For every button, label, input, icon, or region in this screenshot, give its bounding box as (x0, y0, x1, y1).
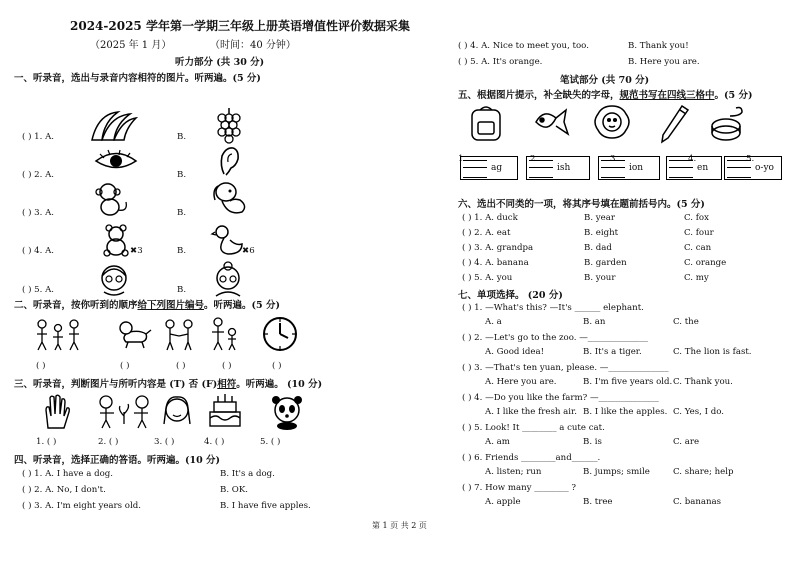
section3-heading-post: 。听两遍。 (10 分) (236, 379, 323, 390)
s7-option-b: B. tree (583, 497, 613, 507)
s7-option-a: A. a (485, 317, 502, 327)
s4-option-b: B. Here you are. (628, 57, 700, 67)
s7-question-5: ( ) 5. Look! It ________ a cute cat. (462, 423, 605, 433)
s7-option-c: C. the (673, 317, 699, 327)
s6-option-a: ( ) 5. A. you (462, 273, 513, 283)
section1-heading: 一、听录音，选出与录音内容相符的图片。听两遍。(5 分) (14, 73, 261, 84)
yoyo-icon (706, 106, 746, 142)
s1-row-b: B. (177, 170, 187, 180)
section2-heading (14, 297, 280, 311)
page-footer: 第 1 页 共 2 页 (372, 521, 427, 530)
s2-blank[interactable]: ( ) (36, 361, 46, 371)
s1-count-a: ✖3 (130, 246, 143, 256)
s6-option-c: C. fox (684, 213, 709, 223)
s6-option-a: ( ) 4. A. banana (462, 258, 529, 268)
s7-option-b: B. is (583, 437, 602, 447)
word-suffix: o-yo (755, 163, 774, 173)
s7-option-b: B. jumps; smile (583, 467, 650, 477)
s2-blank[interactable]: ( ) (272, 361, 282, 371)
s7-option-a: A. listen; run (485, 467, 542, 477)
dog-icon (210, 180, 250, 218)
s7-question-2: ( ) 2. —Let's go to the zoo. —______________ (462, 333, 648, 343)
writing-box-4[interactable] (666, 156, 722, 180)
s6-option-c: C. can (684, 243, 712, 253)
s7-option-a: A. Here you are. (485, 377, 557, 387)
four-line-grid (669, 160, 693, 178)
s7-option-b: B. an (583, 317, 606, 327)
s5-number: 1. (458, 154, 467, 164)
teddy-bear-icon (100, 224, 132, 256)
hand-icon (42, 394, 72, 430)
s7-option-a: A. I like the fresh air. (485, 407, 577, 417)
section2-heading-post: 。听两遍。(5 分) (204, 300, 280, 311)
section3-heading (14, 376, 322, 390)
s6-option-b: B. your (584, 273, 616, 283)
s2-blank[interactable]: ( ) (176, 361, 186, 371)
family-icon (34, 318, 84, 352)
s7-option-a: A. am (485, 437, 510, 447)
s6-option-c: C. my (684, 273, 709, 283)
girl-glasses-icon (96, 262, 132, 298)
s7-option-b: B. I'm five years old. (583, 377, 673, 387)
dog-run-icon (118, 320, 152, 350)
duck-icon (212, 224, 244, 256)
s2-blank[interactable]: ( ) (222, 361, 232, 371)
s4-option-a: ( ) 5. A. It's orange. (458, 57, 543, 67)
birthday-cake-icon (208, 394, 242, 430)
s3-blank[interactable]: 2. ( ) (98, 437, 119, 447)
bananas-icon (88, 110, 138, 144)
s7-option-c: C. are (673, 437, 700, 447)
exam-title: 2024-2025 学年第一学期三年级上册英语增值性评价数据采集 (70, 19, 410, 33)
s6-option-b: B. dad (584, 243, 612, 253)
s5-number: 4. (688, 154, 697, 164)
s4-option-b: B. I have five apples. (220, 501, 311, 511)
monkey-icon (94, 182, 130, 218)
s7-question-4: ( ) 4. —Do you like the farm? —______________ (462, 393, 659, 403)
s7-option-c: C. Thank you. (673, 377, 733, 387)
section4-heading: 四、听录音，选择正确的答语。听两遍。(10 分) (14, 455, 221, 466)
s4-option-a: ( ) 2. A. No, I don't. (22, 485, 106, 495)
s6-option-a: ( ) 3. A. grandpa (462, 243, 534, 253)
s3-blank[interactable]: 4. ( ) (204, 437, 225, 447)
girl-face-icon (162, 394, 192, 430)
word-suffix: ag (491, 163, 503, 173)
writing-box-2[interactable] (526, 156, 590, 180)
four-line-grid (727, 160, 751, 178)
s7-question-3: ( ) 3. —That's ten yuan, please. —______________ (462, 363, 669, 373)
listening-part-title: 听力部分 (共 30 分) (175, 57, 265, 68)
pen-icon (660, 104, 690, 144)
section5-heading-underlined: 规范书写在四线三格中 (619, 90, 715, 101)
s7-option-b: B. It's a tiger. (583, 347, 642, 357)
lion-icon (592, 104, 632, 144)
s4-option-a: ( ) 3. A. I'm eight years old. (22, 501, 141, 511)
s2-blank[interactable]: ( ) (120, 361, 130, 371)
section5-heading-pre: 五、根据图片提示，补全缺失的字母， (458, 90, 620, 101)
grapes-icon (214, 106, 244, 148)
s7-question-7: ( ) 7. How many ________ ? (462, 483, 576, 493)
s7-question-6: ( ) 6. Friends ________and______. (462, 453, 601, 463)
s6-option-c: C. four (684, 228, 714, 238)
s7-option-c: C. share; help (673, 467, 734, 477)
section2-heading-pre: 二、听录音，按你听到的顺序 (14, 300, 138, 311)
section6-heading: 六、选出不同类的一项，将其序号填在题前括号内。(5 分) (458, 199, 705, 210)
s3-blank[interactable]: 5. ( ) (260, 437, 281, 447)
writing-box-1[interactable] (460, 156, 518, 180)
s4-option-b: B. Thank you! (628, 41, 689, 51)
s5-number: 3. (610, 154, 619, 164)
s4-option-a: ( ) 4. A. Nice to meet you, too. (458, 41, 589, 51)
grandma-icon (210, 262, 246, 298)
s5-number: 5. (746, 154, 755, 164)
word-suffix: ion (629, 163, 644, 173)
four-line-grid (463, 160, 487, 178)
s3-blank[interactable]: 1. ( ) (36, 437, 57, 447)
word-suffix: en (697, 163, 709, 173)
section3-heading-underlined: 相符 (217, 379, 237, 390)
handshake-icon (162, 318, 196, 352)
s4-option-b: B. OK. (220, 485, 248, 495)
section3-heading-pre: 三、听录音，判断图片与所听内容是 (T) 否 (F) (14, 379, 218, 390)
s7-option-a: A. Good idea! (485, 347, 545, 357)
s1-row-label: ( ) 4. A. (22, 246, 55, 256)
s1-row-b: B. (177, 208, 187, 218)
writing-box-3[interactable] (598, 156, 660, 180)
s6-option-b: B. eight (584, 228, 619, 238)
s6-option-c: C. orange (684, 258, 727, 268)
section5-heading (458, 87, 752, 101)
s4-option-a: ( ) 1. A. I have a dog. (22, 469, 113, 479)
section7-heading: 七、单项选择。 (20 分) (458, 290, 563, 301)
s1-row-b: B. (177, 132, 187, 142)
s1-row-b: B. (177, 246, 187, 256)
s3-blank[interactable]: 3. ( ) (154, 437, 175, 447)
s1-row-b: B. (177, 285, 187, 295)
s5-number: 2. (530, 154, 539, 164)
ear-icon (218, 146, 240, 178)
exam-date: （2025 年 1 月） (90, 40, 172, 51)
four-line-grid (601, 160, 625, 178)
s7-option-c: C. Yes, I do. (673, 407, 724, 417)
writing-box-5[interactable] (724, 156, 782, 180)
word-suffix: ish (557, 163, 571, 173)
section2-heading-underlined: 给下列图片编号 (137, 300, 205, 311)
eye-icon (94, 150, 138, 172)
parent-child-icon (208, 316, 242, 352)
s7-question-1: ( ) 1. —What's this? —It's ______ elephant. (462, 303, 644, 313)
s7-option-a: A. apple (485, 497, 521, 507)
s7-option-b: B. I like the apples. (583, 407, 668, 417)
s1-row-label: ( ) 1. A. (22, 132, 55, 142)
clock-icon (262, 316, 298, 352)
exam-time: （时间：40 分钟） (210, 40, 296, 51)
panda-icon (270, 394, 304, 430)
four-line-grid (529, 160, 553, 178)
s1-count-b: ✖6 (242, 246, 255, 256)
schoolbag-icon (468, 104, 504, 142)
s6-option-a: ( ) 1. A. duck (462, 213, 518, 223)
s7-option-c: C. The lion is fast. (673, 347, 752, 357)
s4-option-b: B. It's a dog. (220, 469, 275, 479)
children-planting-icon (96, 394, 152, 430)
s1-row-label: ( ) 5. A. (22, 285, 55, 295)
s1-row-label: ( ) 2. A. (22, 170, 55, 180)
goldfish-icon (530, 104, 570, 142)
written-part-title: 笔试部分 (共 70 分) (560, 75, 650, 86)
s1-row-label: ( ) 3. A. (22, 208, 55, 218)
s6-option-b: B. garden (584, 258, 627, 268)
section5-heading-post: 。(5 分) (714, 90, 753, 101)
s7-option-c: C. bananas (673, 497, 722, 507)
s6-option-b: B. year (584, 213, 615, 223)
s6-option-a: ( ) 2. A. eat (462, 228, 511, 238)
